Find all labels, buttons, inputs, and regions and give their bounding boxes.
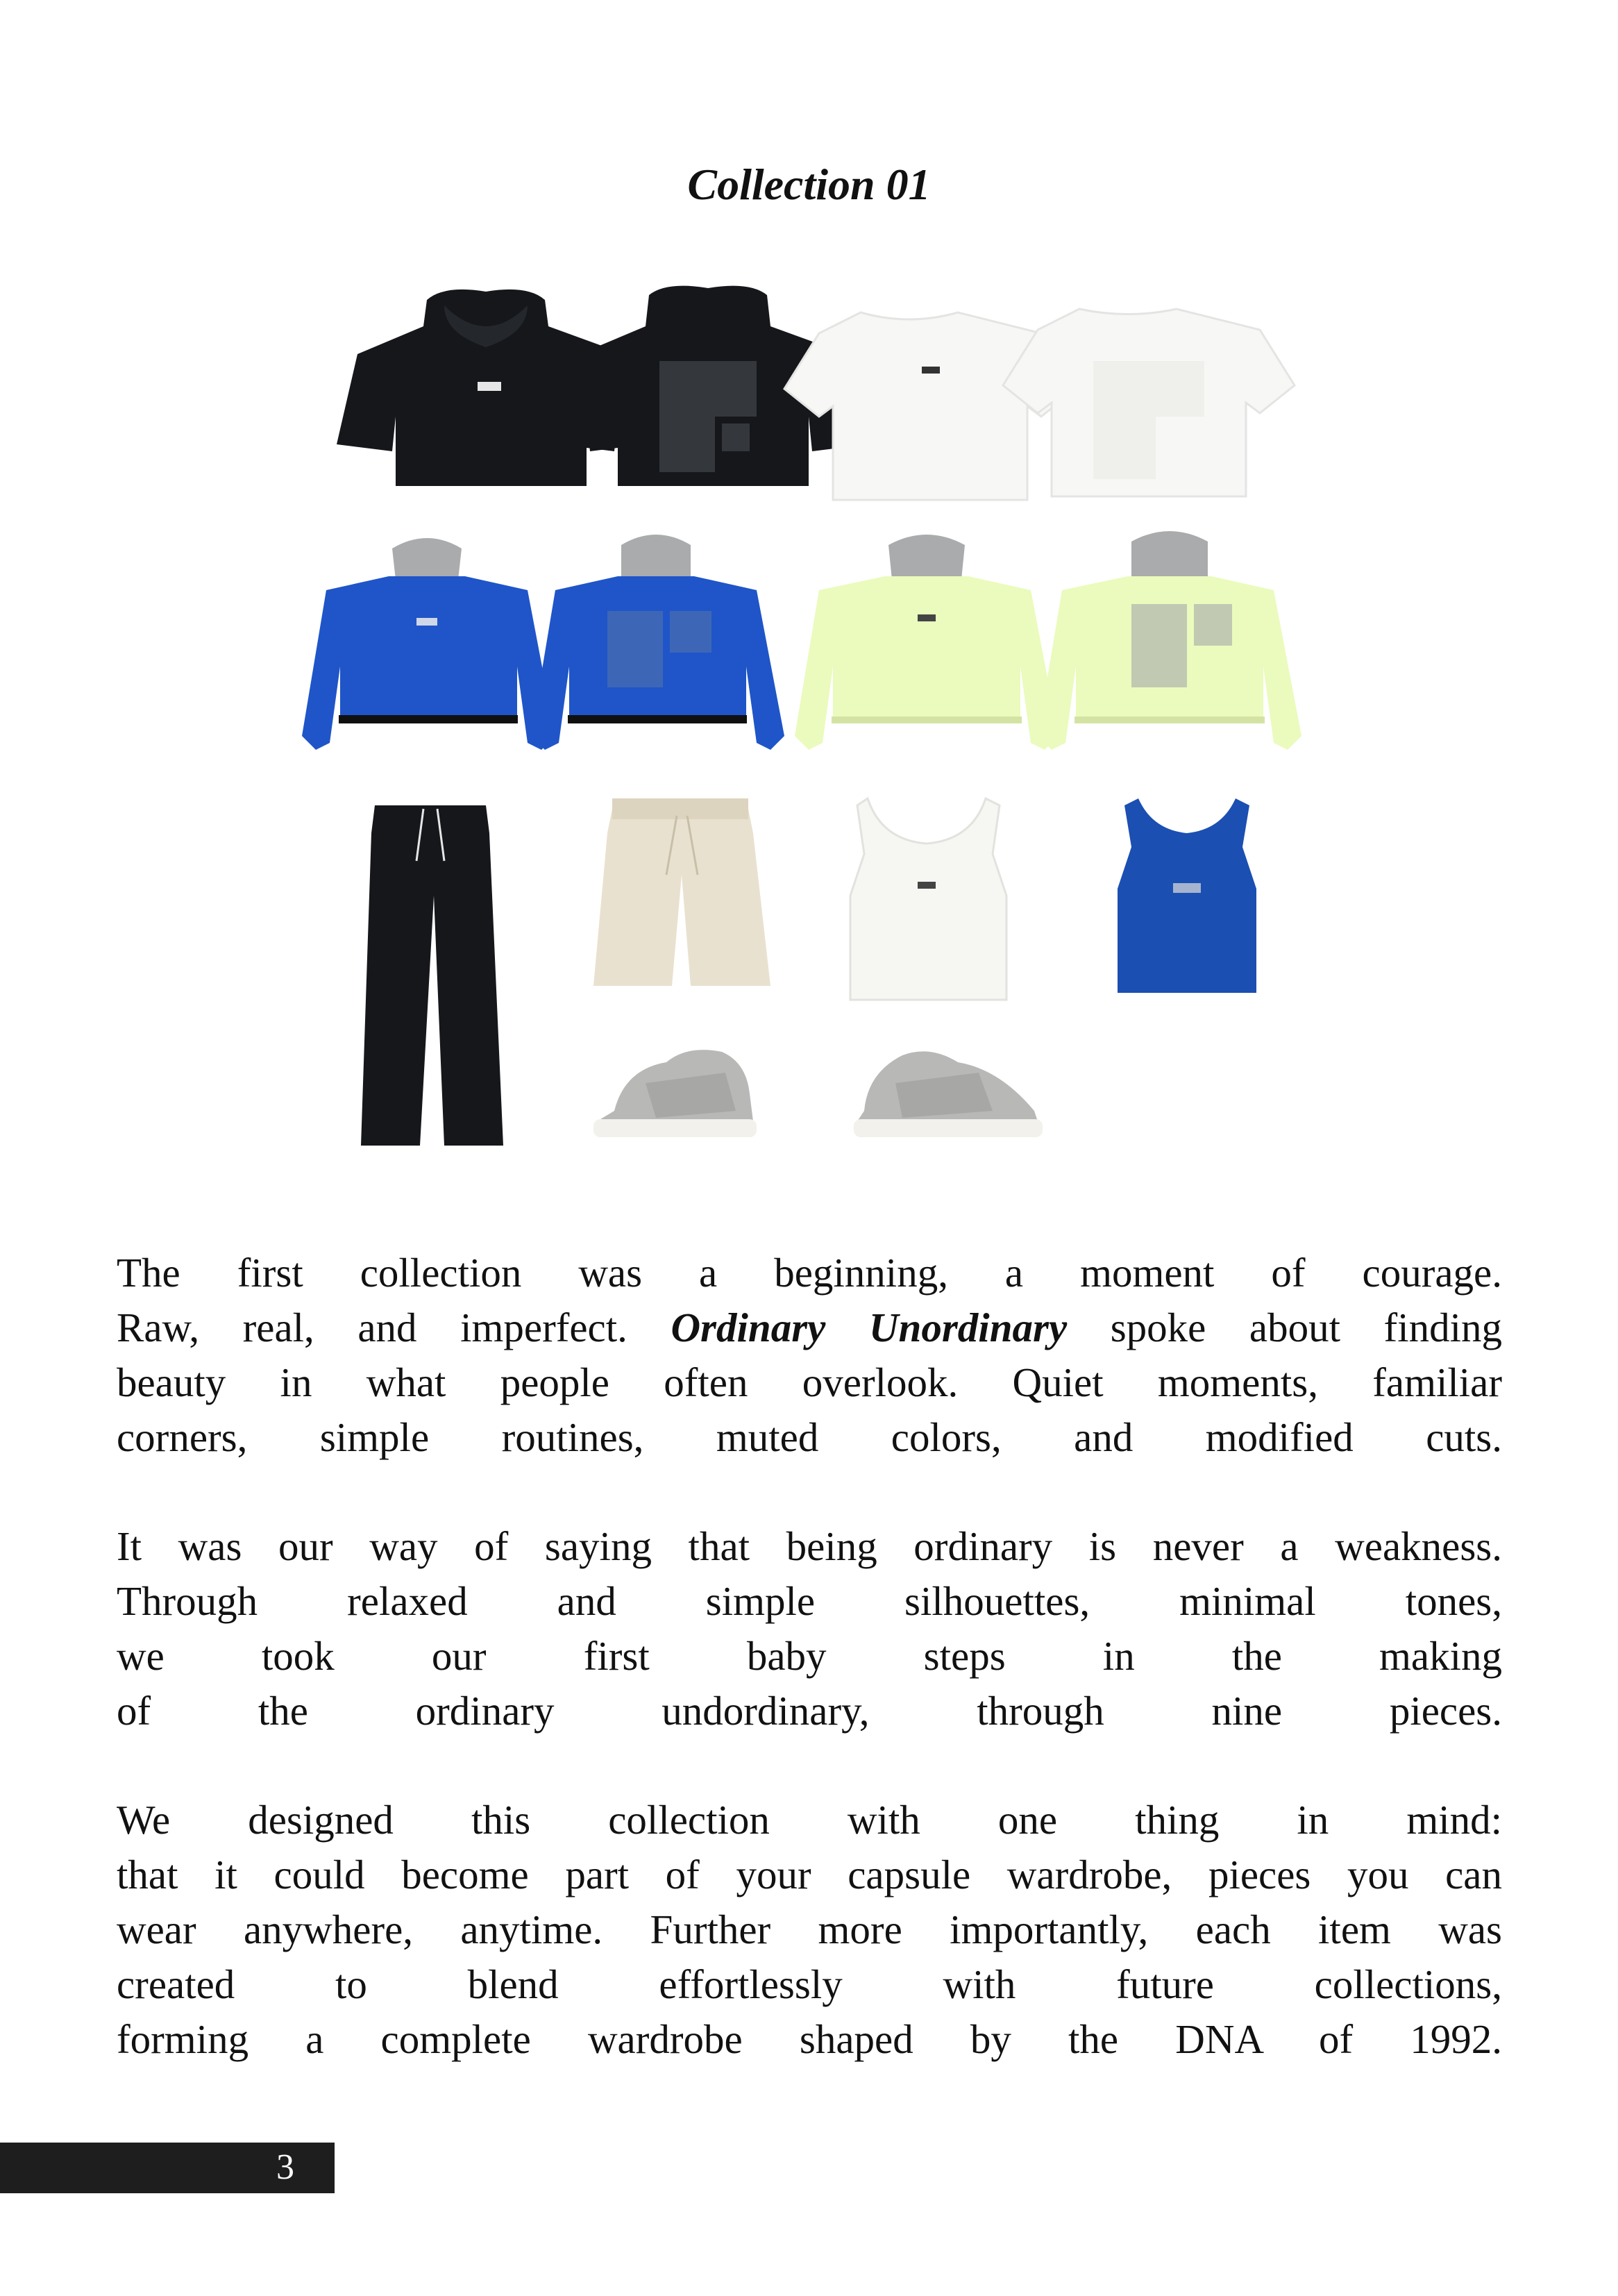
text-segment: spoke about finding <box>1067 1305 1502 1350</box>
text-line: The first collection was a beginning, a moment of courage. <box>117 1250 1502 1296</box>
product-sweatpants-black <box>361 805 503 1146</box>
product-hoodie-blue-back <box>531 535 784 750</box>
collection-name: Ordinary Unordinary <box>671 1305 1068 1350</box>
text-line: that it could become part of your capsule wardrobe, pieces you can <box>117 1852 1502 1897</box>
text-line: we took our first baby steps in the making <box>117 1633 1502 1679</box>
text-line: It was our way of saying that being ordinary is never a weakness. <box>117 1523 1502 1569</box>
product-sneaker-grey-right <box>854 1051 1043 1137</box>
paragraph-3 <box>117 1793 1502 2067</box>
text-line <box>117 1300 1502 1355</box>
product-hoodie-lime-back <box>1038 531 1301 750</box>
paragraph-1 <box>117 1246 1502 1465</box>
product-shorts-cream <box>593 798 770 986</box>
paragraph-2 <box>117 1519 1502 1738</box>
body-text <box>117 1246 1502 2121</box>
text-line: corners, simple routines, muted colors, and modified cuts. <box>117 1414 1502 1460</box>
product-oversized-tee-white-back <box>1003 309 1295 496</box>
product-tank-blue <box>1118 798 1256 993</box>
text-line: wear anywhere, anytime. Further more importantly, each item was <box>117 1907 1502 1952</box>
page-title: Collection 01 <box>687 160 931 209</box>
page-number: 3 <box>276 2147 294 2187</box>
product-hoodie-lime-front <box>795 535 1059 750</box>
text-line: of the ordinary undordinary, through nine pieces. <box>117 1688 1502 1734</box>
text-line: beauty in what people often overlook. Quiet moments, familiar <box>117 1359 1502 1405</box>
text-line: Through relaxed and simple silhouettes, minimal tones, <box>117 1578 1502 1624</box>
product-tank-white <box>850 798 1006 1000</box>
text-line: forming a complete wardrobe shaped by the DNA of 1992. <box>117 2016 1502 2062</box>
text-line: created to blend effortlessly with future collections, <box>117 1961 1502 2007</box>
text-segment: Raw, real, and imperfect. <box>117 1305 671 1350</box>
text-line: We designed this collection with one thing in mind: <box>117 1797 1502 1843</box>
product-sneaker-grey-left <box>593 1050 757 1137</box>
product-hoodie-blue-front <box>302 538 555 750</box>
